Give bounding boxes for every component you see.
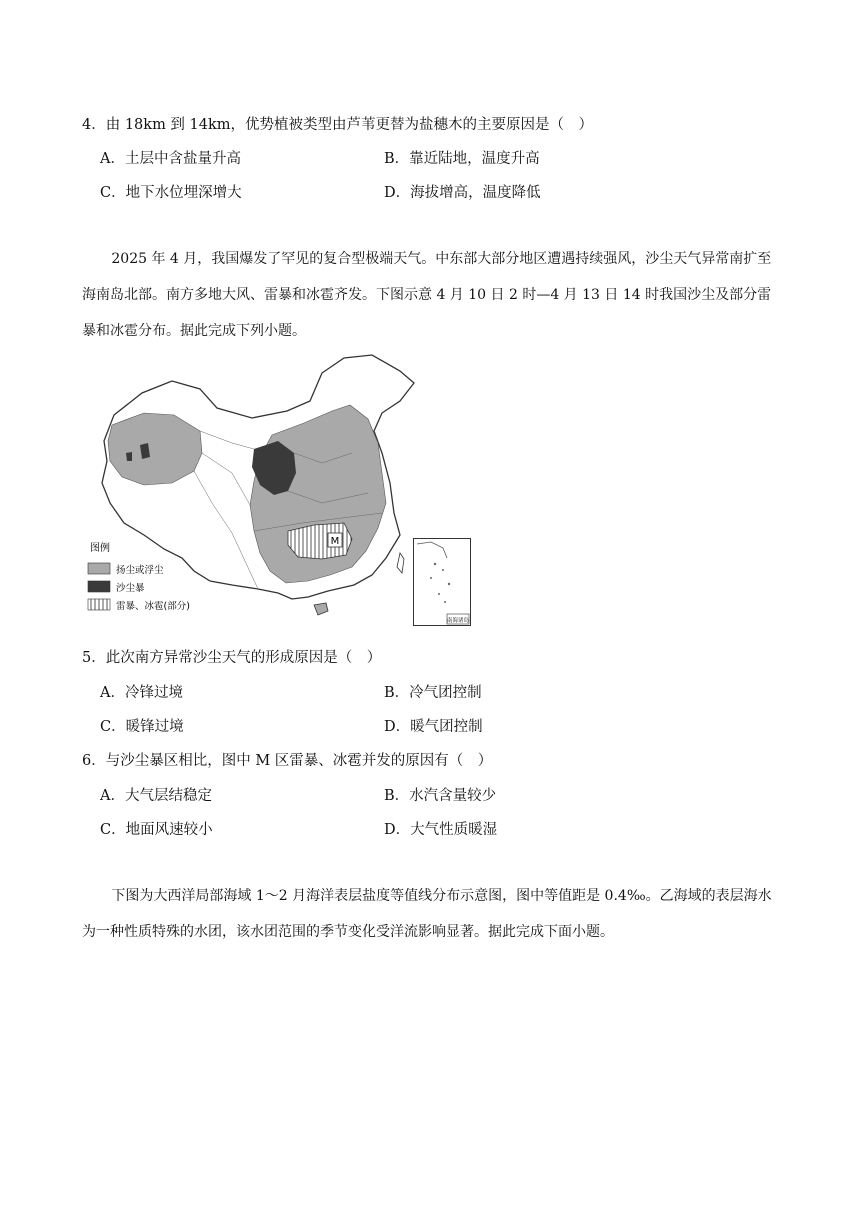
legend-label-sandstorm: 沙尘暴: [116, 583, 145, 594]
q4-option-a[interactable]: A．土层中含盐量升高: [100, 151, 241, 167]
q5-option-d[interactable]: D．暖气团控制: [384, 719, 483, 735]
passage-dust-weather-text: 2025 年 4 月，我国爆发了罕见的复合型极端天气。中东部大部分地区遭遇持续强风，沙尘天气异常南扩至海南岛北部。南方多地大风、雷暴和冰雹齐发。下图示意 4 月 10 日 2 时—4 月 13 日 14 时我国沙尘及部分雷暴和冰雹分布。据此完成下列小题。: [82, 251, 772, 339]
legend-title: 图例: [90, 543, 110, 554]
q5-option-c[interactable]: C．暖锋过境: [100, 719, 184, 735]
q6-option-b[interactable]: B．水汽含量较少: [384, 788, 497, 804]
q4-option-d[interactable]: D．海拔增高，温度降低: [384, 185, 541, 201]
q5-option-a[interactable]: A．冷锋过境: [100, 685, 183, 701]
hainan-island: [314, 603, 328, 615]
q5-option-b[interactable]: B．冷气团控制: [384, 685, 482, 701]
passage-atlantic-salinity: [82, 878, 782, 950]
question-6-stem: 6．与沙尘暴区相比，图中 M 区雷暴、冰雹并发的原因有（ ）: [82, 753, 493, 769]
region-m-label: M: [330, 536, 340, 547]
taiwan-island: [397, 553, 404, 573]
dust-region-west: [108, 413, 202, 485]
legend-label-thunderstorm: 雷暴、冰雹(部分): [116, 601, 190, 612]
legend-label-dust: 扬尘或浮尘: [116, 565, 164, 576]
q6-option-d[interactable]: D．大气性质暖湿: [384, 822, 498, 838]
passage-dust-weather: [82, 241, 782, 349]
legend-swatch-sandstorm: [88, 581, 110, 592]
question-5-stem: 5．此次南方异常沙尘天气的形成原因是（ ）: [82, 650, 382, 666]
inset-label: 南海诸岛: [446, 618, 470, 624]
passage-atlantic-salinity-text: 下图为大西洋局部海域 1～2 月海洋表层盐度等值线分布示意图，图中等值距是 0.4‰。乙海域的表层海水为一种性质特殊的水团，该水团范围的季节变化受洋流影响显著。据此完成下面小题。: [82, 888, 772, 940]
south-china-sea-inset: [413, 538, 471, 626]
legend-swatch-dust: [88, 563, 110, 574]
q4-option-b[interactable]: B．靠近陆地，温度升高: [384, 151, 540, 167]
question-4-stem: 4．由 18km 到 14km，优势植被类型由芦苇更替为盐穗木的主要原因是（ ）: [82, 117, 594, 133]
q4-option-c[interactable]: C．地下水位埋深增大: [100, 185, 242, 201]
sandstorm-patch-west-2: [126, 452, 132, 461]
q6-option-c[interactable]: C．地面风速较小: [100, 822, 213, 838]
legend-swatch-thunderstorm: [88, 599, 110, 610]
q6-option-a[interactable]: A．大气层结稳定: [100, 788, 212, 804]
